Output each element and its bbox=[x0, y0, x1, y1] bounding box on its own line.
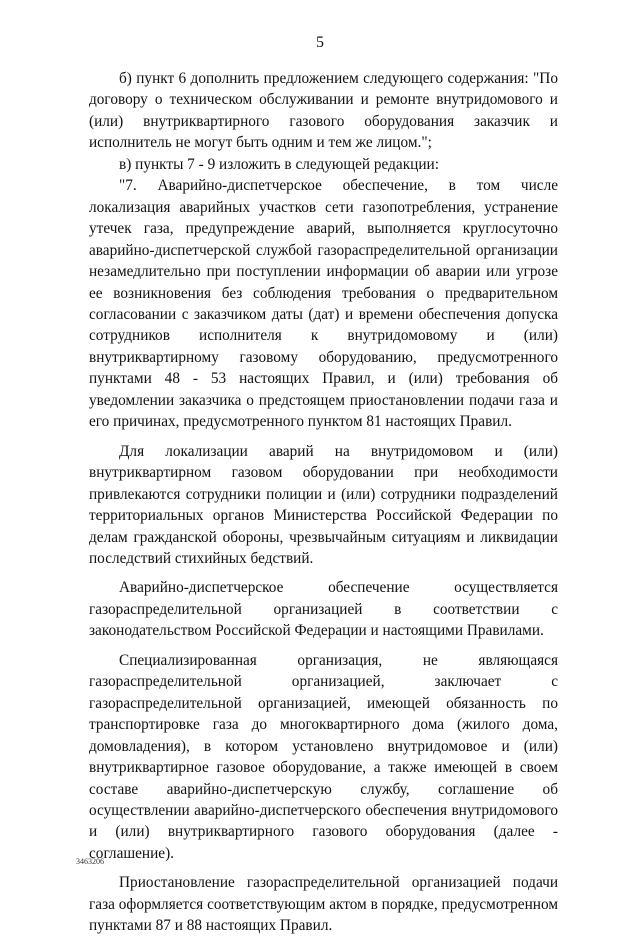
paragraph-item-b: б) пункт 6 дополнить предложением следующего содержания: "По договору о техническом обслуживании и ремонте внутридомового и (или) внутриквартирного газового оборудования заказчик и исполнитель не могут быть одним и тем же лицом."; bbox=[89, 70, 558, 152]
document-body bbox=[89, 68, 558, 937]
document-code: 3463206 bbox=[76, 857, 104, 866]
paragraph-emergency-service: Аварийно-диспетчерское обеспечение осуществляется газораспределительной организацией в соответствии с законодательством Российской Федерации и настоящими Правилами. bbox=[89, 579, 558, 640]
paragraph-localization: Для локализации аварий на внутридомовом и (или) внутриквартирном газовом оборудовании при необходимости привлекаются сотрудники полиции и (или) сотрудники подразделений территориальных органов Министерства Российской Федерации по делам гражданской обороны, чрезвычайным ситуациям и ликвидации последствий стихийных бедствий. bbox=[89, 442, 558, 567]
paragraph-item-v: в) пункты 7 - 9 изложить в следующей редакции: bbox=[119, 155, 439, 173]
paragraph-suspension: Приостановление газораспределительной организацией подачи газа оформляется соответствующим актом в порядке, предусмотренном пунктами 87 и 88 настоящих Правил. bbox=[89, 874, 558, 935]
paragraph-clause-7: "7. Аварийно-диспетчерское обеспечение, в том числе локализация аварийных участков сети газопотребления, устранение утечек газа, предупреждение аварий, выполняется круглосуточно аварийно-диспетчерской службой газораспределительной организации незамедлительно при поступлении информации об аварии или угрозе ее возникновения без соблюдения требования о предварительном согласовании с заказчиком даты (дат) и времени обеспечения допуска сотрудников исполнителя к внутридомовому и (или) внутриквартирному газовому оборудованию, предусмотренного пунктами 48 - 53 настоящих Правил, и (или) требования об уведомлении заказчика о предстоящем приостановлении подачи газа и его причинах, предусмотренного пунктом 81 настоящих Правил. bbox=[89, 177, 558, 431]
page-number: 5 bbox=[316, 34, 324, 51]
paragraph-specialized-organization: Специализированная организация, не являющаяся газораспределительной организацией, заключает с газораспределительной организацией, имеющей обязанность по транспортировке газа до многоквартирного дома (жилого дома, домовладения), в котором установлено внутридомовое и (или) внутриквартирное газовое оборудование, а также имеющей в своем составе аварийно-диспетчерскую службу, соглашение об осуществлении аварийно-диспетчерского обеспечения внутридомового и (или) внутриквартирного газового оборудования (далее - соглашение). bbox=[89, 651, 558, 862]
